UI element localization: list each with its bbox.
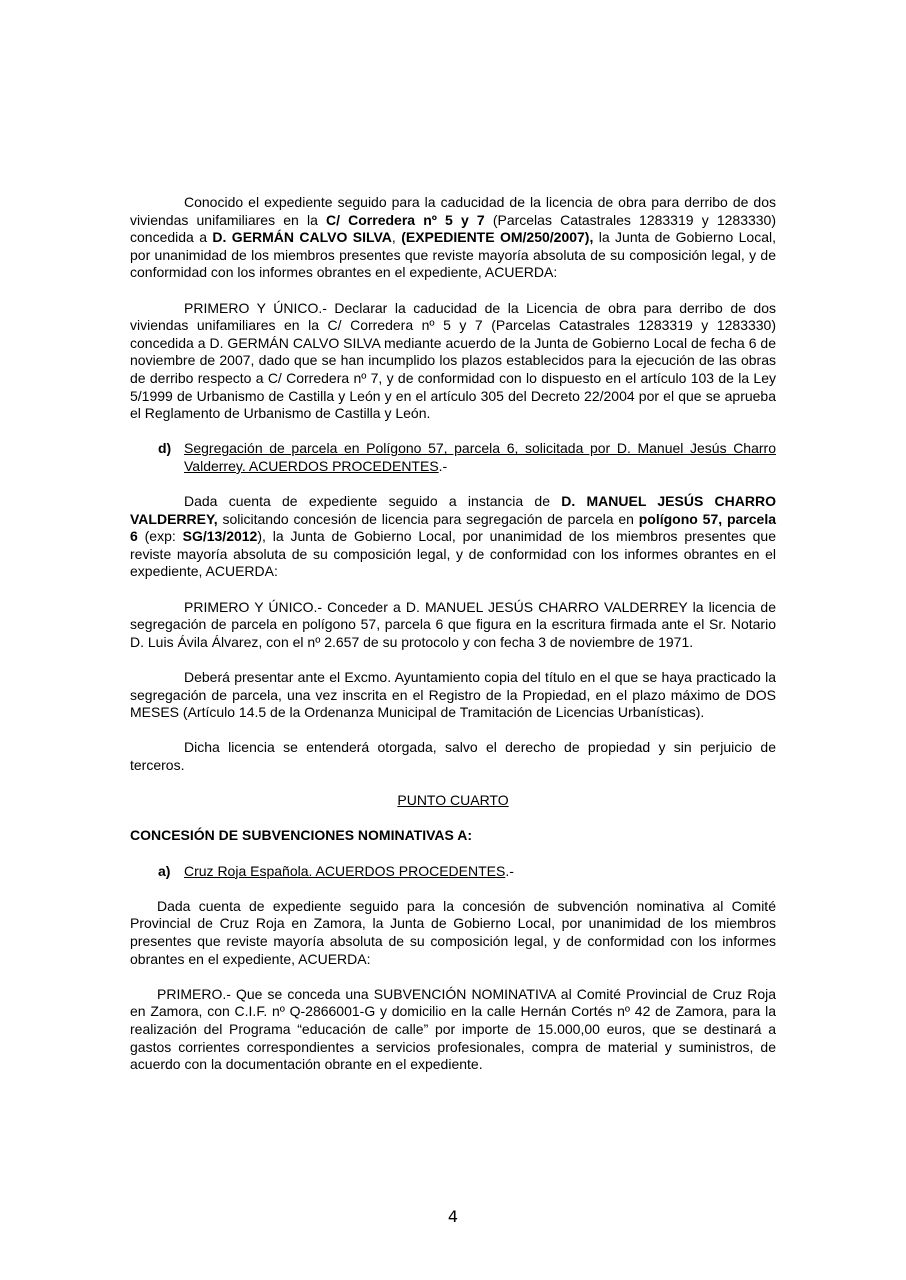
section-title-text: PUNTO CUARTO [397,792,509,809]
text-run: (Parcelas Catastrales 1283319 y 1283330) concedida a [130,211,776,246]
text-run: Dada cuenta de expediente seguido a instancia de [184,493,562,510]
list-item-a [130,863,776,881]
paragraph-caducidad-intro [130,194,776,282]
text-run: (exp: [137,528,183,545]
item-suffix: .- [505,862,514,879]
bold-expediente: SG/13/2012 [182,528,258,545]
bold-address: C/ Corredera nº 5 y 7 [326,211,485,228]
document-body [130,194,776,1074]
paragraph-primero-unico-caducidad: PRIMERO Y ÚNICO.- Declarar la caducidad de la Licencia de obra para derribo de dos viviendas unifamiliares en la C/ Corredera nº 5 y 7 (Parcelas Catastrales 1283319 y 1283330) concedida a D. GERMÁN CALVO SILVA mediante acuerdo de la Junta de Gobierno Local de fecha 6 de noviembre de 2007, dado que se han incumplido los plazos establecidos para la ejecución de las obras de derribo respecto a C/ Corredera nº 7, y de conformidad con lo dispuesto en el artículo 103 de la Ley 5/1999 de Urbanismo de Castilla y León y en el artículo 305 del Decreto 22/2004 por el que se aprueba el Reglamento de Urbanismo de Castilla y León. [130,299,776,422]
paragraph-primero-subvencion: PRIMERO.- Que se conceda una SUBVENCIÓN NOMINATIVA al Comité Provincial de Cruz Roja en Zamora, con C.I.F. nº Q-2866001-G y domicilio en la calle Hernán Cortés nº 42 de Zamora, para la realización del Programa “educación de calle” por importe de 15.000,00 euros, que se destinará a gastos corrientes correspondientes a servicios profesionales, compra de material y suministros, de acuerdo con la documentación obrante en el expediente. [130,985,776,1073]
list-label: d) [158,440,172,457]
item-title: Segregación de parcela en Polígono 57, parcela 6, solicitada por D. Manuel Jesús Charro Valderrey. ACUERDOS PROCEDENTES [184,440,776,474]
text-run: , [391,229,402,246]
text-run: Conocido el expediente seguido para la caducidad de la licencia de obra para derribo de dos viviendas unifamiliares en la [130,194,776,228]
bold-name: D. MANUEL JESÚS CHARRO VALDERREY, [130,493,776,527]
text-run: solicitando concesión de licencia para segregación de parcela en [217,510,639,527]
text-run: la Junta de Gobierno Local, por unanimidad de los miembros presentes que reviste mayoría absoluta de su composición legal, y de conformidad con los informes obrantes en el expediente, ACUERDA: [130,229,776,281]
paragraph-segregacion-intro [130,493,776,581]
bold-expediente: (EXPEDIENTE OM/250/2007), [401,229,594,246]
list-item-d [130,440,776,475]
paragraph-plazo: Deberá presentar ante el Excmo. Ayuntamiento copia del título en el que se haya practicado la segregación de parcela, una vez inscrita en el Registro de la Propiedad, en el plazo máximo de DOS MESES (Artículo 14.5 de la Ordenanza Municipal de Tramitación de Licencias Urbanísticas). [130,669,776,721]
section-heading: CONCESIÓN DE SUBVENCIONES NOMINATIVAS A: [130,827,472,844]
bold-parcela: polígono 57, parcela 6 [130,510,776,545]
text-run: ), la Junta de Gobierno Local, por unanimidad de los miembros presentes que reviste mayoría absoluta de su composición legal, y de conformidad con los informes obrantes en el expediente, ACUERDA: [130,528,777,580]
page-number: 4 [447,1207,459,1226]
list-label: a) [158,862,171,879]
section-title [130,792,776,810]
paragraph-primero-unico-segregacion: PRIMERO Y ÚNICO.- Conceder a D. MANUEL JESÚS CHARRO VALDERREY la licencia de segregación de parcela en polígono 57, parcela 6 que figura en la escritura firmada ante el Sr. Notario D. Luis Ávila Álvarez, con el nº 2.657 de su protocolo y con fecha 3 de noviembre de 1971. [130,598,776,650]
item-title: Cruz Roja Española. ACUERDOS PROCEDENTES [184,862,506,879]
item-suffix: .- [438,457,448,474]
paragraph-subvencion-intro: Dada cuenta de expediente seguido para la concesión de subvención nominativa al Comité Provincial de Cruz Roja en Zamora, la Junta de Gobierno Local, por unanimidad de los miembros presentes que reviste mayoría absoluta de su composición legal, y de conformidad con los informes obrantes en el expediente, ACUERDA: [130,897,776,967]
bold-name: D. GERMÁN CALVO SILVA [212,229,392,246]
paragraph-licencia-otorgada: Dicha licencia se entenderá otorgada, salvo el derecho de propiedad y sin perjuicio de terceros. [130,739,776,773]
